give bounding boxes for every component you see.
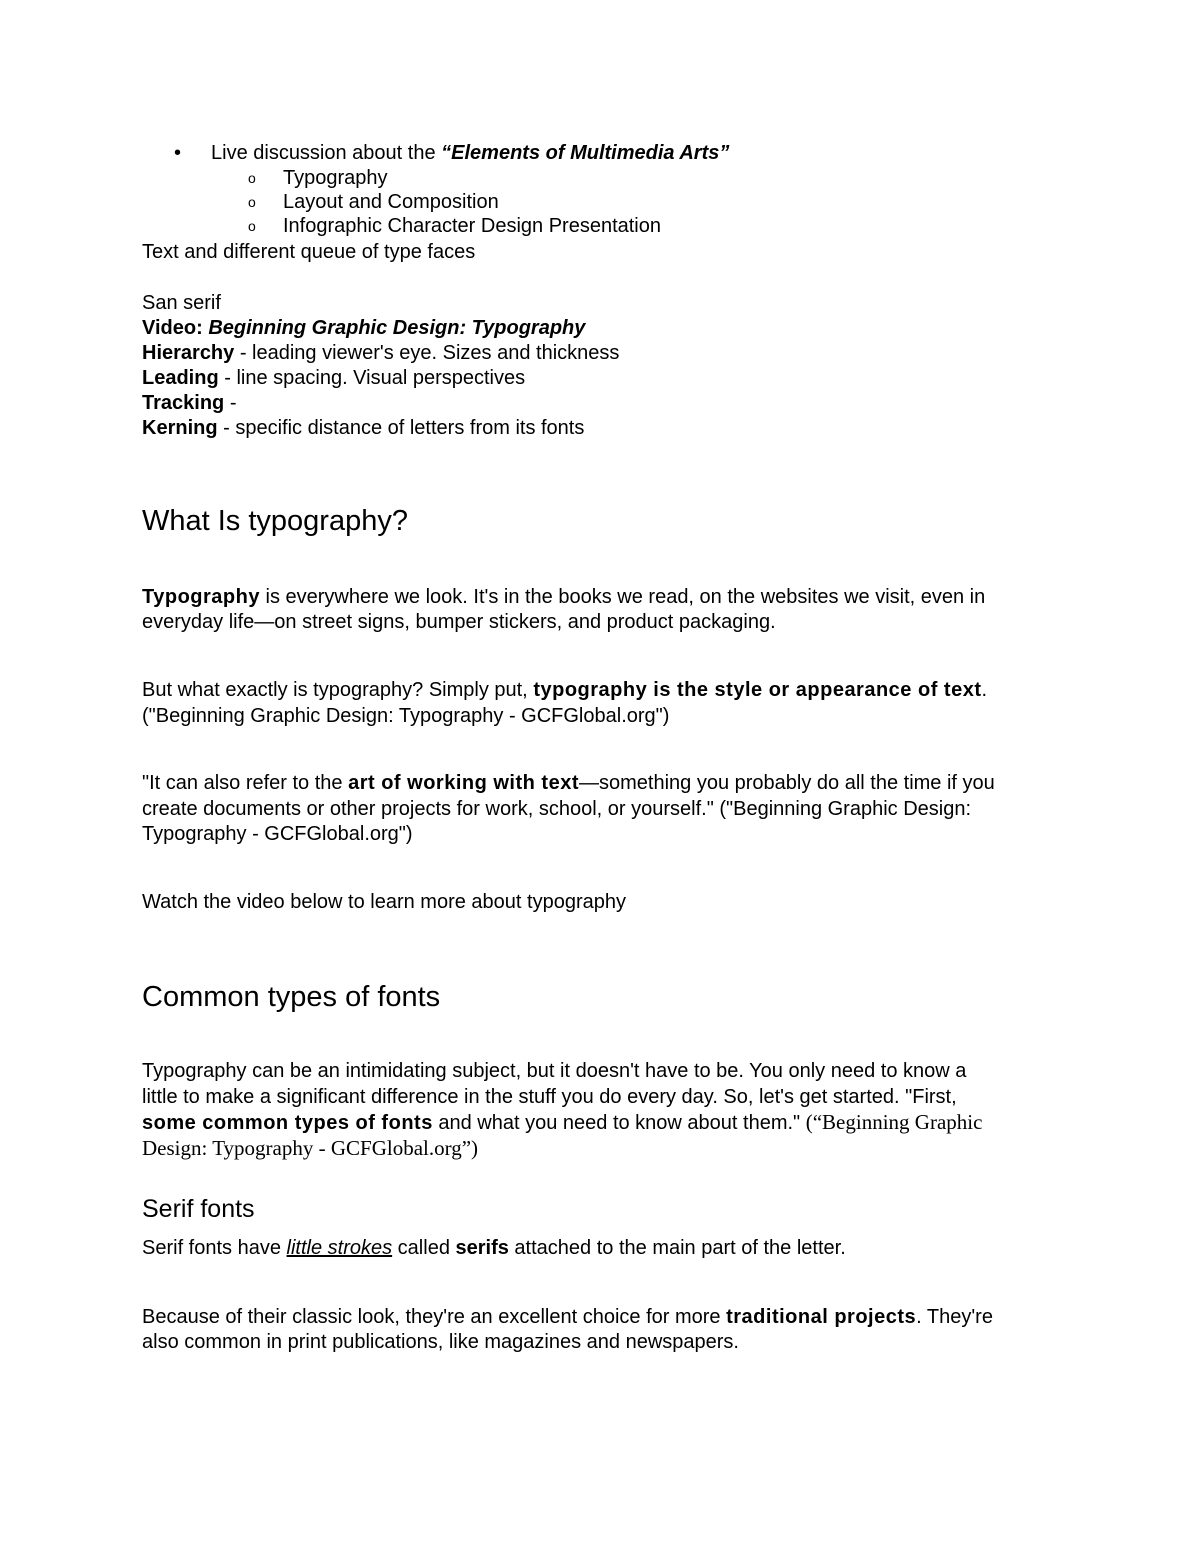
paragraph-text: Because of their classic look, they're an excellent choice for more — [142, 1306, 727, 1328]
paragraph-line: everyday life—on street signs, bumper stickers, and product packaging. — [142, 611, 776, 633]
bullet-dot-icon: • — [174, 142, 182, 164]
paragraph-text: attached to the main part of the letter. — [508, 1237, 846, 1259]
agenda-bullet-text: Live discussion about the — [211, 142, 442, 164]
heading-what-is-typography: What Is typography? — [142, 505, 408, 537]
paragraph-text: "It can also refer to the — [142, 772, 349, 794]
subbullet-circle-icon: o — [248, 170, 256, 186]
subbullet-circle-icon: o — [248, 194, 256, 210]
paragraph-line — [142, 585, 1062, 610]
bold-phrase: some common types of fonts — [142, 1112, 433, 1134]
agenda-subitem: Typography — [283, 167, 388, 189]
paragraph-line — [142, 1110, 1062, 1136]
notes-line: Text and different queue of type faces — [142, 241, 476, 263]
paragraph-text: called — [392, 1237, 456, 1259]
paragraph-line: Typography can be an intimidating subject, but it doesn't have to be. You only need to know a — [142, 1060, 967, 1082]
paragraph-line — [142, 1305, 1062, 1330]
paragraph-line: also common in print publications, like magazines and newspapers. — [142, 1331, 739, 1353]
little-strokes-link[interactable]: little strokes — [286, 1237, 393, 1259]
heading-common-types-of-fonts: Common types of fonts — [142, 981, 441, 1013]
term-name: Tracking — [142, 392, 225, 414]
paragraph-line — [142, 1236, 1062, 1261]
term-leading — [142, 366, 1062, 391]
term-desc: - line spacing. Visual perspectives — [218, 367, 526, 389]
bold-phrase: art of working with text — [348, 772, 579, 794]
paragraph-text: But what exactly is typography? Simply put, — [142, 679, 534, 701]
citation-text: (“Beginning Graphic — [805, 1110, 983, 1134]
heading-serif-fonts: Serif fonts — [142, 1195, 255, 1223]
citation-line: Design: Typography - GCFGlobal.org”) — [142, 1136, 479, 1160]
agenda-bullet-title: “Elements of Multimedia Arts” — [441, 142, 730, 164]
term-desc: - leading viewer's eye. Sizes and thickness — [234, 342, 620, 364]
paragraph-text: Serif fonts have — [142, 1237, 287, 1259]
paragraph-text: . They're — [916, 1306, 993, 1328]
bold-term: Typography — [142, 586, 260, 608]
bold-phrase: traditional projects — [726, 1306, 917, 1328]
paragraph-line: Typography - GCFGlobal.org") — [142, 823, 413, 845]
paragraph-line: little to make a significant difference in the stuff you do every day. So, let's get started. "First, — [142, 1086, 957, 1108]
paragraph-text: —something you probably do all the time if you — [579, 772, 995, 794]
term-tracking — [142, 391, 1062, 416]
video-reference — [142, 316, 1062, 341]
paragraph-line — [142, 678, 1062, 703]
paragraph-text: . — [981, 679, 988, 701]
paragraph-text: and what you need to know about them." — [432, 1112, 806, 1134]
agenda-subitem: Infographic Character Design Presentation — [283, 215, 661, 237]
term-name: Hierarchy — [142, 342, 235, 364]
term-name: Kerning — [142, 417, 218, 439]
citation-line: ("Beginning Graphic Design: Typography - GCFGlobal.org") — [142, 705, 670, 727]
agenda-bullet — [211, 141, 1131, 166]
term-desc: - — [224, 392, 237, 414]
term-name: Leading — [142, 367, 219, 389]
paragraph-text: is everywhere we look. It's in the books we read, on the websites we visit, even in — [259, 586, 986, 608]
term-desc: - specific distance of letters from its fonts — [217, 417, 585, 439]
notes-line: San serif — [142, 292, 221, 314]
term-kerning — [142, 416, 1062, 441]
subbullet-circle-icon: o — [248, 218, 256, 234]
bold-term: serifs — [455, 1237, 509, 1259]
bold-definition: typography is the style or appearance of text — [533, 679, 982, 701]
video-title: Beginning Graphic Design: Typography — [208, 317, 586, 339]
agenda-subitem: Layout and Composition — [283, 191, 499, 213]
paragraph-line: Watch the video below to learn more about typography — [142, 891, 626, 913]
video-label: Video: — [142, 317, 209, 339]
paragraph-line — [142, 771, 1062, 796]
term-hierarchy — [142, 341, 1062, 366]
paragraph-line: create documents or other projects for work, school, or yourself." ("Beginning Graphic Design: — [142, 798, 972, 820]
